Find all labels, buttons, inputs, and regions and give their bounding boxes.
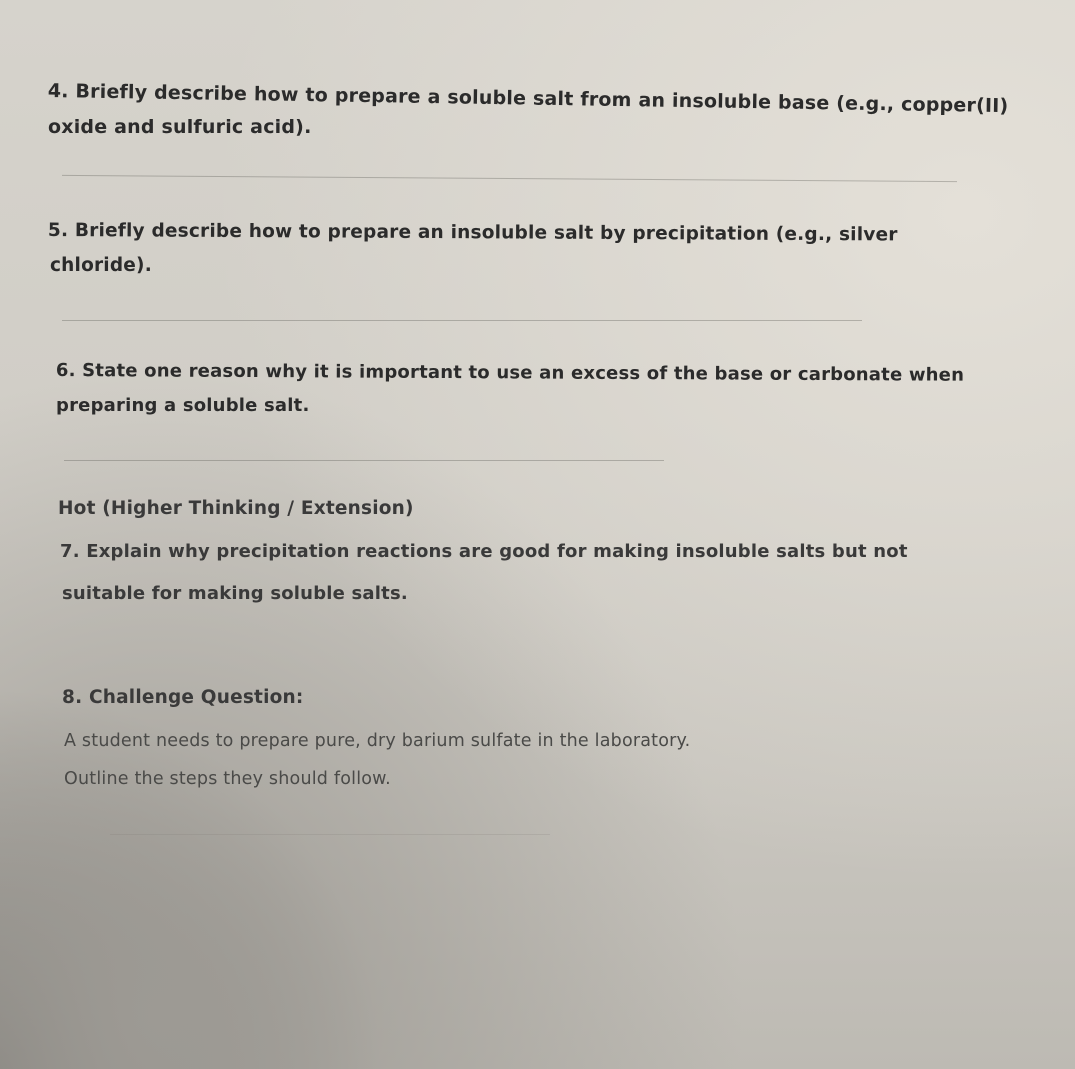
question-8-line-2: Outline the steps they should follow.: [64, 769, 391, 789]
question-5-line-2: chloride).: [50, 255, 152, 276]
question-6-line-1: 6. State one reason why it is important to use an excess of the base or carbonate when: [55, 360, 965, 386]
question-5-line-1: 5. Briefly describe how to prepare an insoluble salt by precipitation (e.g., silver: [47, 220, 898, 246]
question-7-line-2: suitable for making soluble salts.: [62, 583, 408, 604]
answer-line-4: [62, 175, 957, 182]
answer-line-8: [110, 834, 550, 835]
question-4-line-1: 4. Briefly describe how to prepare a soluble salt from an insoluble base (e.g., copper(II): [47, 80, 1009, 118]
answer-line-6: [64, 460, 664, 461]
question-8-heading: 8. Challenge Question:: [62, 687, 304, 708]
question-7-line-1: 7. Explain why precipitation reactions are good for making insoluble salts but not: [60, 541, 908, 562]
answer-line-5: [62, 320, 862, 321]
question-8-line-1: A student needs to prepare pure, dry barium sulfate in the laboratory.: [64, 731, 691, 751]
question-4-line-2: oxide and sulfuric acid).: [48, 116, 312, 138]
section-heading: Hot (Higher Thinking / Extension): [58, 498, 414, 519]
question-6-line-2: preparing a soluble salt.: [56, 395, 310, 416]
